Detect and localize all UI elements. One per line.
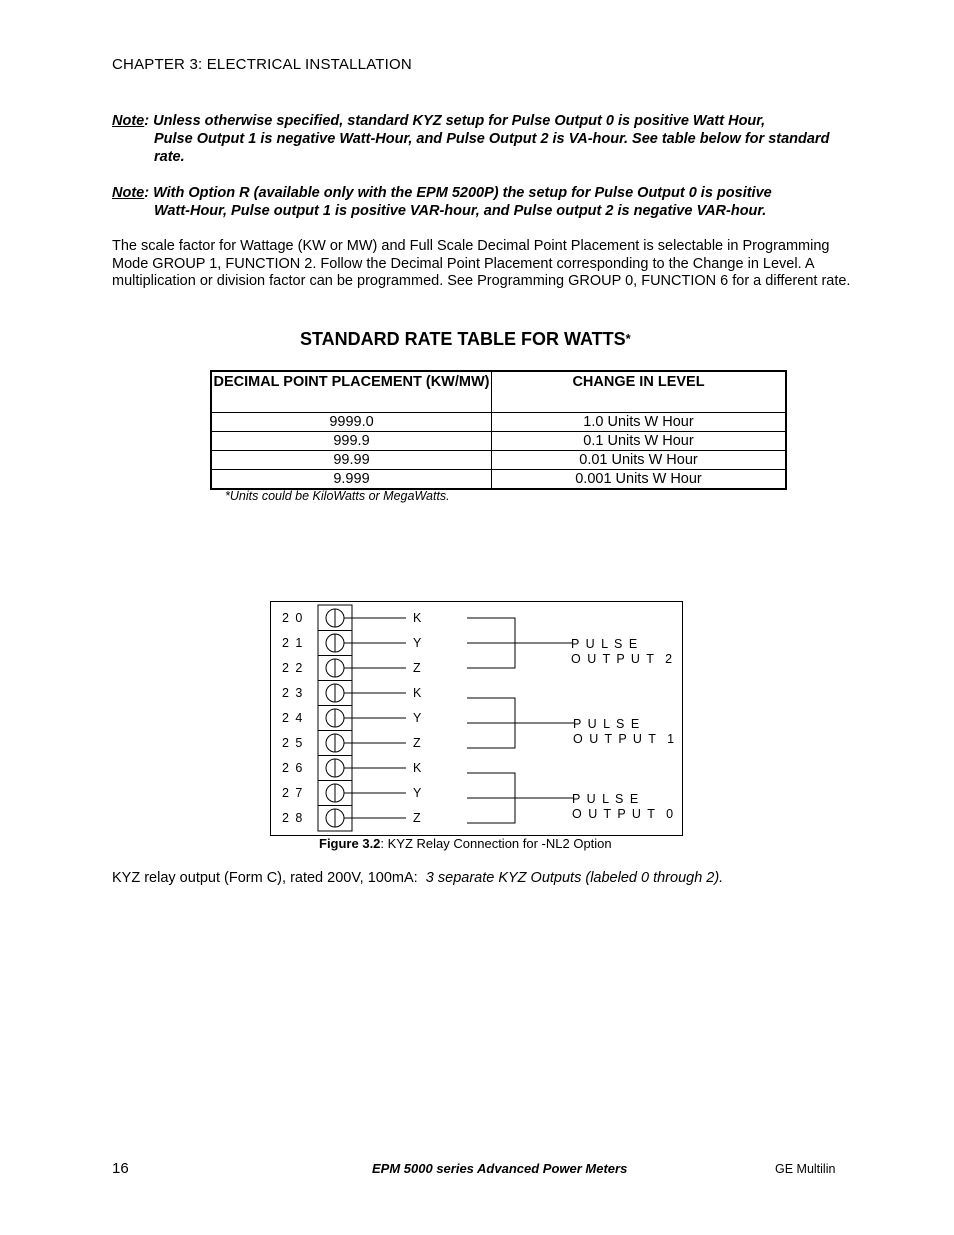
rate-table xyxy=(210,370,787,490)
chapter-header: CHAPTER 3: ELECTRICAL INSTALLATION xyxy=(112,56,412,73)
signal-label: Z xyxy=(413,811,421,825)
signal-label: K xyxy=(413,761,422,775)
rate-table-title-mark: * xyxy=(625,331,631,346)
terminal-number: 2 6 xyxy=(282,761,304,775)
footer-brand: GE Multilin xyxy=(775,1162,836,1176)
note-continuation: Watt-Hour, Pulse output 1 is positive VAR-hour, and Pulse output 2 is negative VAR-hour. xyxy=(154,203,767,219)
page-number: 16 xyxy=(112,1160,129,1177)
note-continuation: Pulse Output 1 is negative Watt-Hour, and Pulse Output 2 is VA-hour. See table below for standard rate. xyxy=(154,131,830,165)
signal-label: K xyxy=(413,611,422,625)
output-brackets xyxy=(467,618,574,823)
signal-label: K xyxy=(413,686,422,700)
figure-number: Figure 3.2 xyxy=(319,836,381,851)
terminal-number: 2 4 xyxy=(282,711,304,725)
change-in-level-cell: 0.001 Units W Hour xyxy=(492,470,787,490)
signal-label: Y xyxy=(413,711,422,725)
signal-labels xyxy=(413,611,422,825)
table-row xyxy=(211,413,786,432)
terminal-number: 2 7 xyxy=(282,786,304,800)
note-text: : Unless otherwise specified, standard KYZ setup for Pulse Output 0 is positive Watt Hour, xyxy=(144,113,766,129)
figure-caption-text: : KYZ Relay Connection for -NL2 Option xyxy=(380,836,612,851)
column-header-change-in-level: CHANGE IN LEVEL xyxy=(492,371,787,413)
signal-label: Z xyxy=(413,736,421,750)
kyz-plain-text: KYZ relay output (Form C), rated 200V, 100mA: xyxy=(112,870,426,886)
kyz-relay-diagram xyxy=(270,601,683,836)
table-row xyxy=(211,432,786,451)
terminal-number: 2 3 xyxy=(282,686,304,700)
note-label: Note xyxy=(112,113,145,129)
output-label-line1: P U L S E xyxy=(573,717,641,731)
decimal-placement-cell: 999.9 xyxy=(211,432,492,451)
change-in-level-cell: 0.1 Units W Hour xyxy=(492,432,787,451)
signal-label: Y xyxy=(413,636,422,650)
table-footnote: *Units could be KiloWatts or MegaWatts. xyxy=(225,489,450,503)
terminal-numbers xyxy=(282,611,304,825)
change-in-level-cell: 0.01 Units W Hour xyxy=(492,451,787,470)
rate-table-title xyxy=(300,329,631,350)
output-label-line1: P U L S E xyxy=(572,792,640,806)
table-row xyxy=(211,451,786,470)
terminal-number: 2 5 xyxy=(282,736,304,750)
output-label-line1: P U L S E xyxy=(571,637,639,651)
output-label-line2: O U T P U T 2 xyxy=(571,652,674,666)
terminal-number: 2 0 xyxy=(282,611,304,625)
note-option-r xyxy=(112,184,842,220)
signal-label: Y xyxy=(413,786,422,800)
footer-title: EPM 5000 series Advanced Power Meters xyxy=(372,1161,628,1176)
figure-caption xyxy=(319,836,612,851)
decimal-placement-cell: 9999.0 xyxy=(211,413,492,432)
signal-label: Z xyxy=(413,661,421,675)
terminal-number: 2 1 xyxy=(282,636,304,650)
rate-table-title-text: STANDARD RATE TABLE FOR WATTS xyxy=(300,329,626,349)
table-header-row xyxy=(211,371,786,413)
note-text: : With Option R (available only with the EPM 5200P) the setup for Pulse Output 0 is positive xyxy=(144,185,772,201)
terminal-group xyxy=(318,609,406,827)
kyz-italic-text: 3 separate KYZ Outputs (labeled 0 through 2). xyxy=(425,870,724,886)
change-in-level-cell: 1.0 Units W Hour xyxy=(492,413,787,432)
decimal-placement-cell: 99.99 xyxy=(211,451,492,470)
kyz-rating-text xyxy=(112,870,723,886)
output-label-line2: O U T P U T 1 xyxy=(573,732,676,746)
note-label: Note xyxy=(112,185,145,201)
scale-factor-paragraph: The scale factor for Wattage (KW or MW) and Full Scale Decimal Point Placement is selectable in Programming Mode GROUP 1, FUNCTION 2. Follow the Decimal Point Placement corresponding to the Change in Level. A multiplication or division factor can be programmed. See Programming GROUP 0, FUNCTION 6 for a different rate. xyxy=(112,238,851,290)
decimal-placement-cell: 9.999 xyxy=(211,470,492,490)
note-pulse-output-setup xyxy=(112,112,842,166)
terminal-number: 2 2 xyxy=(282,661,304,675)
table-row xyxy=(211,470,786,490)
terminal-number: 2 8 xyxy=(282,811,304,825)
output-labels xyxy=(571,637,676,821)
output-label-line2: O U T P U T 0 xyxy=(572,807,675,821)
column-header-decimal-placement: DECIMAL POINT PLACEMENT (KW/MW) xyxy=(211,371,492,413)
